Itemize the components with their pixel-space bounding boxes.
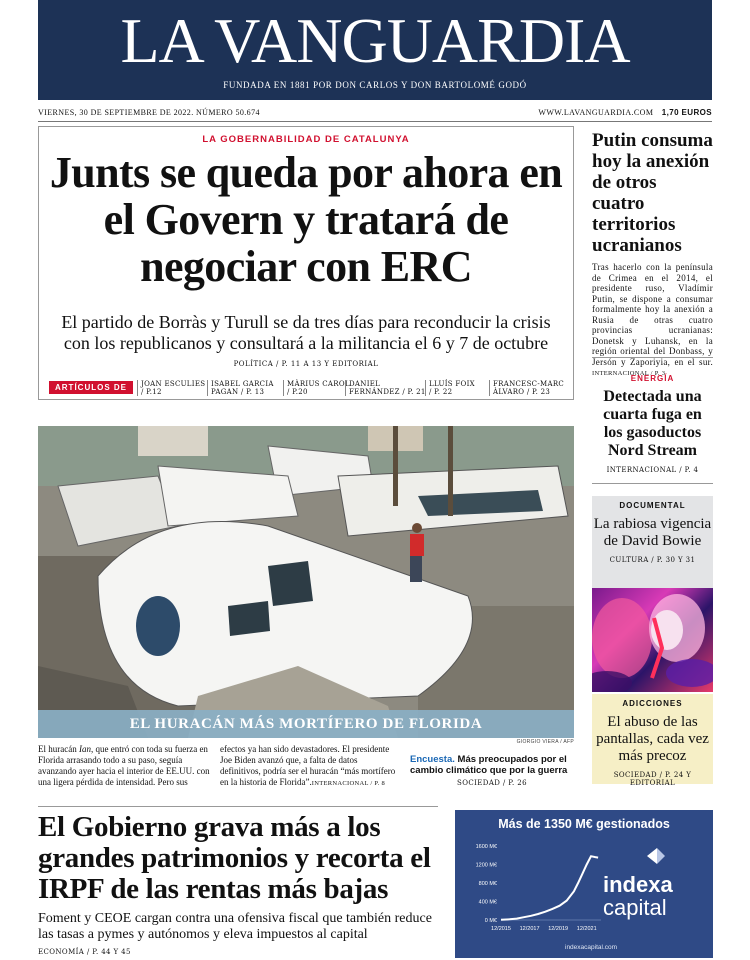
y-tick-label: 1600 M€ xyxy=(475,844,497,850)
hurricane-photo[interactable] xyxy=(38,426,574,738)
ad-url[interactable]: indexacapital.com xyxy=(565,944,618,951)
y-tick-label: 1200 M€ xyxy=(475,862,497,869)
dateline-right xyxy=(538,108,712,117)
lead-headline[interactable]: Junts se queda por ahora en el Govern y tratará de negociar con ERC xyxy=(49,148,563,291)
adicciones-kicker: ADICCIONES xyxy=(622,699,683,708)
bowie-image[interactable] xyxy=(592,588,713,692)
lead-kicker: LA GOBERNABILIDAD DE CATALUNYA xyxy=(202,134,410,145)
dateline xyxy=(38,108,712,122)
masthead xyxy=(38,0,712,100)
tax-page-ref: ECONOMÍA / P. 44 Y 45 xyxy=(38,948,131,956)
lead-subhead: El partido de Borràs y Turull se da tres días para reconducir la crisis con los republicanos y consultará a la militancia el 6 y 7 de octubre xyxy=(61,312,551,353)
ad-brand: indexa capital xyxy=(603,872,673,920)
hurricane-text xyxy=(38,744,400,794)
author-link[interactable]: ISABEL GARCIA PAGAN / P. 13 xyxy=(207,380,274,396)
documental-kicker: DOCUMENTAL xyxy=(619,501,686,510)
y-tick-label: 0 M€ xyxy=(484,918,497,924)
hurricane-col1: El huracán Ian, que entró con toda su fuerza en Florida arrasando todo a su paso, seguía avanzando ayer hacia el interior de EE.UU. con una ligera pérdida de intensidad. Pero sus xyxy=(38,744,210,787)
y-tick-label: 400 M€ xyxy=(478,899,497,906)
x-tick-label: 12/2021 xyxy=(576,926,597,932)
hurricane-page-ref: INTERNACIONAL / P. 8 xyxy=(311,780,386,787)
ad-chart xyxy=(455,832,605,950)
documental-page-ref: CULTURA / P. 30 Y 31 xyxy=(609,556,696,564)
ad-title: Más de 1350 M€ gestionados xyxy=(498,817,670,831)
photo-caption: EL HURACÁN MÁS MORTÍFERO DE FLORIDA xyxy=(38,710,574,738)
author-link[interactable]: DANIEL FERNÁNDEZ / P. 21 xyxy=(345,380,426,396)
price: 1,70 EUROS xyxy=(661,108,712,117)
author-link[interactable]: MÀRIUS CAROL / P.20 xyxy=(283,380,350,396)
x-tick-label: 12/2017 xyxy=(519,926,540,932)
y-tick-label: 800 M€ xyxy=(478,881,497,887)
encuesta-page-ref: SOCIEDAD / P. 26 xyxy=(457,779,527,787)
divider xyxy=(38,806,438,807)
tax-subhead: Foment y CEOE cargan contra una ofensiva fiscal que también reduce las tasas a pymes y autónomos y eleva impuestos al capital xyxy=(38,911,432,942)
newspaper-logo[interactable]: LA VANGUARDIA xyxy=(120,5,630,76)
website-link[interactable]: WWW.LAVANGUARDIA.COM xyxy=(538,108,654,117)
indexa-logo-icon xyxy=(645,846,667,866)
tax-story[interactable] xyxy=(38,812,448,960)
ad-chart-line xyxy=(501,856,598,920)
x-tick-label: 12/2015 xyxy=(491,926,511,932)
adicciones-headline[interactable]: El abuso de las pantallas, cada vez más precoz xyxy=(596,714,709,764)
articles-bar xyxy=(49,380,565,396)
energia-page-ref: INTERNACIONAL / P. 4 xyxy=(606,466,699,474)
energia-story[interactable] xyxy=(592,374,713,484)
hurricane-col2: efectos ya han sido devastadores. El presidente Joe Biden avanzó que, a falta de datos definitivos, podría ser el huracán “más mortífero en la historia de Florida”.INTERNACIONAL / P. 8 xyxy=(220,744,396,787)
documental-story[interactable] xyxy=(592,496,713,692)
founded-line: FUNDADA EN 1881 POR DON CARLOS Y DON BARTOLOMÉ GODÓ xyxy=(223,80,527,90)
energia-headline[interactable]: Detectada una cuarta fuga en los gasoductos Nord Stream xyxy=(603,388,702,459)
putin-page-ref: INTERNACIONAL / P. 3 xyxy=(592,370,666,377)
putin-headline[interactable]: Putin consuma hoy la anexión de otros cuatro territorios ucranianos xyxy=(592,130,713,256)
articles-tag: ARTÍCULOS DE xyxy=(49,381,133,394)
author-link[interactable]: LLUÍS FOIX / P. 22 xyxy=(425,380,475,396)
author-link[interactable]: JOAN ESCULIES / P.12 xyxy=(137,380,205,396)
author-link[interactable]: FRANCESC-MARC ÀLVARO / P. 23 xyxy=(489,380,564,396)
documental-headline[interactable]: La rabiosa vigencia de David Bowie xyxy=(593,516,712,549)
putin-body: Tras hacerlo con la península de Crimea en el 2014, el presidente ruso, Vladímir Putin, se dispone a consumar formalmente hoy la anexión a Rusia de otras cuatro provincias ucranianas: Donetsk y Luhansk, en la región oriental del Donbass, y Jersón y Zaporiyia, en el sur. INTERNACIONAL / P. 3 xyxy=(592,262,713,377)
tax-headline[interactable]: El Gobierno grava más a los grandes patrimonios y recorta el IRPF de las rentas más bajas xyxy=(38,811,431,905)
adicciones-story[interactable] xyxy=(592,694,713,787)
indexa-ad[interactable] xyxy=(455,810,713,958)
putin-story[interactable] xyxy=(592,130,713,377)
encuesta-text[interactable]: Encuesta. Más preocupados por el cambio climático que por la guerra xyxy=(410,754,568,776)
energia-kicker: ENERGÍA xyxy=(630,374,675,383)
adicciones-page-ref: SOCIEDAD / P. 24 Y EDITORIAL xyxy=(613,771,692,787)
photo-credit: GIORGIO VIERA / AFP xyxy=(516,739,574,745)
issue-date: VIERNES, 30 DE SEPTIEMBRE DE 2022. NÚMERO 50.674 xyxy=(38,108,260,117)
x-tick-label: 12/2019 xyxy=(548,926,569,932)
lead-story[interactable] xyxy=(38,126,574,400)
encuesta-story[interactable] xyxy=(410,754,574,794)
lead-page-ref: POLÍTICA / P. 11 A 13 Y EDITORIAL xyxy=(233,360,379,368)
